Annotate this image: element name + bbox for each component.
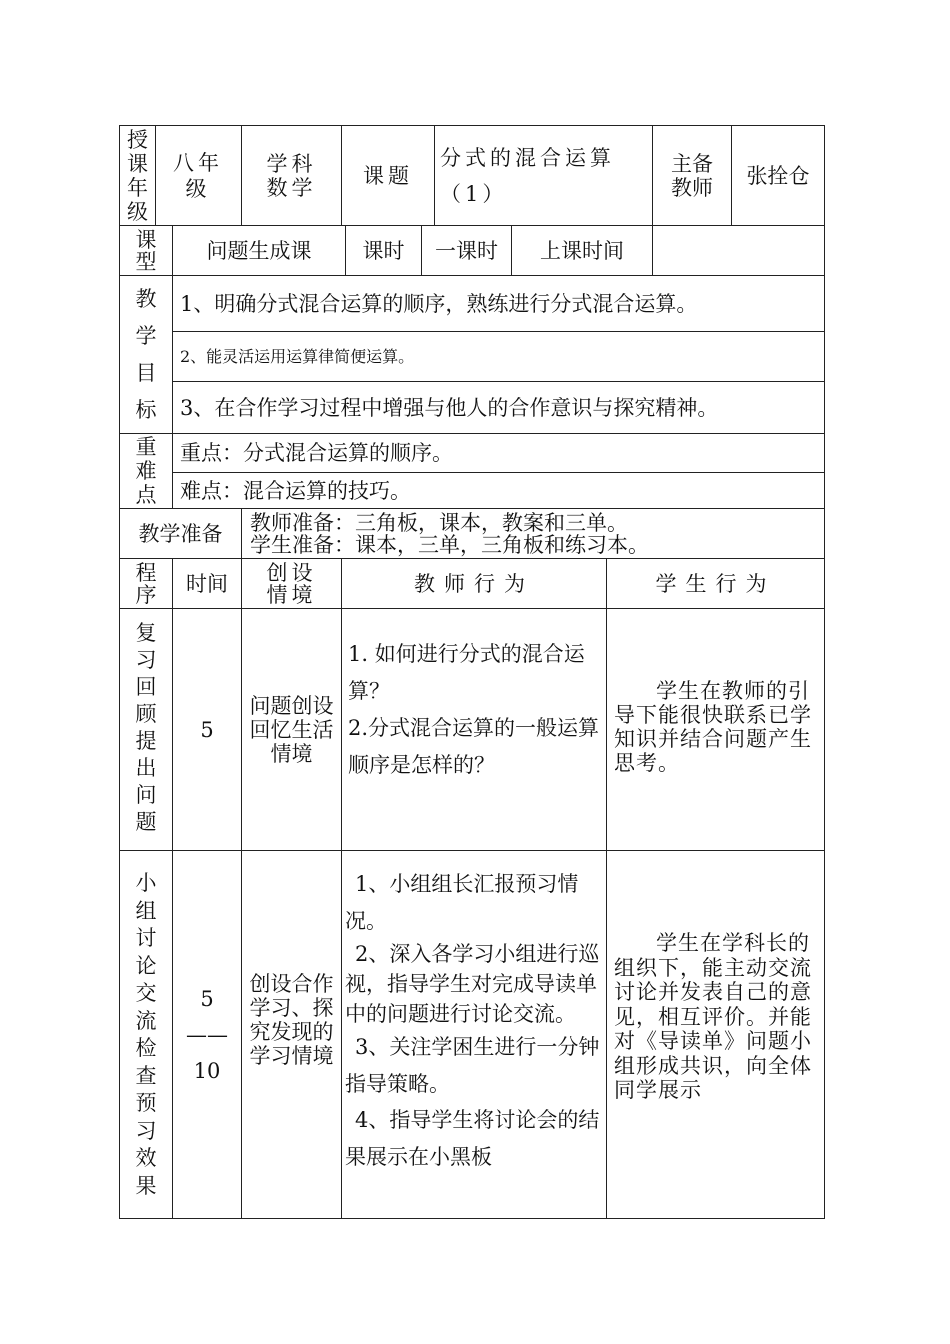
table-rule xyxy=(172,275,173,508)
objective-item: 1、明确分式混合运算的顺序，熟练进行分式混合运算。 xyxy=(180,291,698,316)
objective-item: 3、在合作学习过程中增强与他人的合作意识与探究精神。 xyxy=(180,395,719,420)
column-context: 创设情境 xyxy=(266,560,317,607)
column-step: 程序 xyxy=(135,560,157,607)
key-points-label: 重难点 xyxy=(135,435,157,507)
stage1-time: 5 xyxy=(200,717,214,742)
table-rule xyxy=(341,558,342,1218)
difficulty-point: 难点：混合运算的技巧。 xyxy=(180,478,411,503)
table-rule xyxy=(824,125,825,1219)
teacher-step: 4、指导学生将讨论会的结果展示在小黑板 xyxy=(345,1108,600,1169)
teacher-step: 1、小组组长汇报预习情况。 xyxy=(345,872,579,933)
stage2-time-start: 5 xyxy=(200,986,214,1011)
stage2-time-end: 10 xyxy=(193,1058,221,1083)
objectives-label: 教学目标 xyxy=(135,286,157,422)
grade-label: 授课年级 xyxy=(127,127,148,224)
objective-item: 2、能灵活运用运算律简便运算。 xyxy=(180,346,415,366)
teacher-step: 3、关注学困生进行一分钟指导策略。 xyxy=(345,1035,600,1096)
type-value: 问题生成课 xyxy=(206,238,312,263)
stage2-time-separator: —— xyxy=(186,1022,228,1047)
stage2-context: 创设合作学习、探究发现的学习情境 xyxy=(249,971,334,1068)
key-point: 重点：分式混合运算的顺序。 xyxy=(180,441,453,465)
hours-label: 课时 xyxy=(362,238,405,263)
table-rule xyxy=(119,1218,825,1219)
stage2-teacher-behavior xyxy=(345,866,601,1175)
preparation-text xyxy=(250,509,820,558)
stage2-time xyxy=(173,851,241,1218)
hours-value: 一课时 xyxy=(435,238,498,263)
subject-cell xyxy=(242,126,341,225)
subject-value: 数学 xyxy=(266,175,317,200)
teacher-value: 张拴仓 xyxy=(746,163,810,188)
student-preparation: 学生准备：课本，三单，三角板和练习本。 xyxy=(250,532,649,557)
column-teacher: 教师行为 xyxy=(414,571,534,596)
stage2-student-behavior: 学生在学科长的组织下，能主动交流讨论并发表自己的意见，相互评价。并能对《导读单》问题小组形成共识，向全体同学展示 xyxy=(614,931,812,1102)
column-student: 学生行为 xyxy=(655,571,776,596)
topic-value: 分式的混合运算（1） xyxy=(440,145,615,206)
stage1-step: 复习回顾提出问题 xyxy=(135,621,157,834)
stage1-student-behavior: 学生在教师的引导下能很快联系已学知识并结合问题产生思考。 xyxy=(614,679,812,775)
teacher-question: 2.分式混合运算的一般运算顺序是怎样的？ xyxy=(348,716,600,777)
table-rule xyxy=(606,558,607,1218)
preparation-label: 教学准备 xyxy=(138,521,223,546)
column-time: 时间 xyxy=(186,571,228,596)
time-label: 上课时间 xyxy=(540,238,624,263)
table-rule xyxy=(241,508,242,558)
teacher-question: 1. 如何进行分式的混合运算？ xyxy=(348,642,585,703)
type-label: 课型 xyxy=(135,227,157,274)
grade-value: 八年级 xyxy=(173,150,223,201)
table-rule xyxy=(155,125,156,225)
time-value xyxy=(653,226,824,275)
teacher-label: 主备教师 xyxy=(671,151,713,200)
topic-label: 课题 xyxy=(363,163,413,188)
stage1-teacher-behavior xyxy=(348,636,600,784)
subject-label: 学科 xyxy=(266,151,317,176)
stage1-context: 问题创设回忆生活情境 xyxy=(249,693,334,766)
teacher-step: 2、深入各学习小组进行巡视，指导学生对完成导读单中的问题进行讨论交流。 xyxy=(345,942,600,1026)
table-rule xyxy=(434,125,435,225)
stage2-step: 小组讨论交流检查预习效果 xyxy=(135,871,157,1198)
teacher-preparation: 教师准备：三角板，课本，教案和三单。 xyxy=(250,510,628,535)
